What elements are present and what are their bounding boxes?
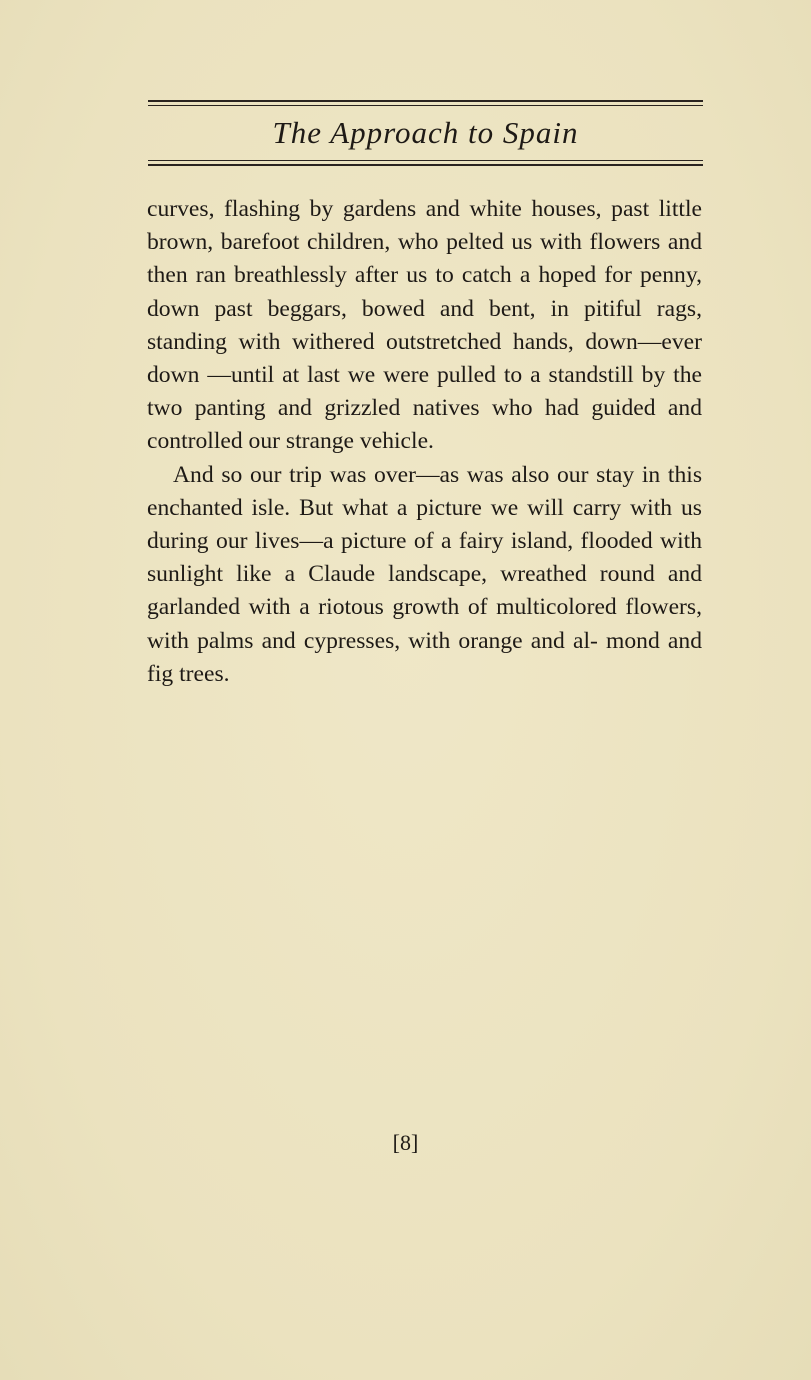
header-bottom-rule [148, 160, 703, 166]
paragraph: And so our trip was over—as was also our stay in this enchanted isle. But what a picture we will carry with us during our lives—a picture of a fairy island, flooded with sunlight like a Claude landscape, wreathed round and garlanded with a riotous growth of multicolored flowers, with palms and cypresses, with orange and al- mond and fig trees. [147, 461, 702, 687]
running-title: The Approach to Spain [272, 115, 579, 150]
page-header [148, 100, 703, 166]
paragraph-continued: curves, flashing by gardens and white houses, past little brown, barefoot children, who pelted us with flowers and then ran breathlessly after us to catch a hoped for penny, down past beggars, bowed and bent, in pitiful rags, standing with withered outstretched hands, down—ever down —until at last we were pulled to a standstill by the two panting and grizzled natives who had guided and controlled our strange vehicle. [147, 196, 702, 455]
page-number: [8] [392, 1130, 419, 1155]
body-text [147, 193, 702, 691]
